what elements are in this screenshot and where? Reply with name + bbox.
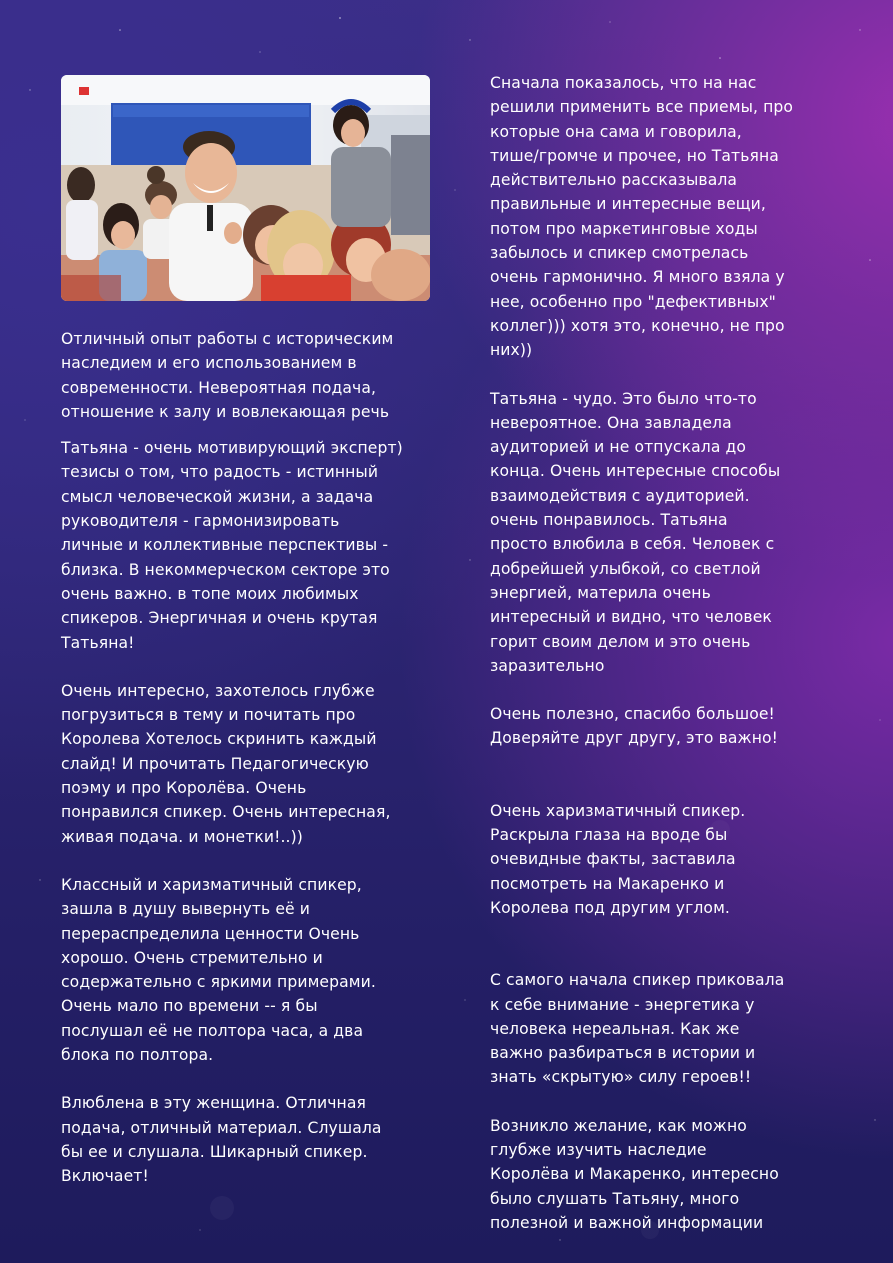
review-text: Татьяна - очень мотивирующий эксперт) тезисы о том, что радость - истинный смысл человеческой жизни, а задача руководителя - гармонизировать личные и коллективные перспективы - близка. В некоммерческом секторе это очень важно. в топе моих любимых спикеров. Энергичная и очень крутая Татьяна! [61, 439, 403, 652]
review-text: Очень полезно, спасибо большое! Доверяйте друг другу, это важно! [490, 705, 778, 748]
review-text: Отличный опыт работы с историческим наследием и его использованием в современности. Невероятная подача, отношение к залу и вовлекающая речь [61, 330, 394, 421]
right-column-reviews [490, 71, 840, 1259]
left-column-reviews [61, 327, 456, 1213]
review-text: Сначала показалось, что на нас решили применить все приемы, про которые она сама и говорила, тише/громче и прочее, но Татьяна действительно рассказывала правильные и интересные вещи, потом про маркетинговые ходы забылось и спикер смотрелась очень гармонично. Я много взяла у нее, особенно про "дефективных" коллег))) хотя это, конечно, не про них)) [490, 74, 794, 360]
review-text: Очень харизматичный спикер. Раскрыла глаза на вроде бы очевидные факты, заставила посмотреть на Макаренко и Королева под другим углом. [490, 801, 746, 917]
review-text: Татьяна - чудо. Это было что-то невероятное. Она завладела аудиторией и не отпускала до конца. Очень интересные способы взаимодействия с аудиторией. очень понравилось. Татьяна просто влюбила в себя. Человек с добрейшей улыбкой, со светлой энергией, материла очень интересный и видно, что человек горит своим делом и это очень заразительно [490, 389, 781, 675]
review-text: Влюблена в эту женщина. Отличная подача, отличный материал. Слушала бы ее и слушала. Шикарный спикер. Включает! [61, 1094, 382, 1186]
review-text: Очень интересно, захотелось глубже погрузиться в тему и почитать про Королева Хотелось скринить каждый слайд! И прочитать Педагогическую поэму и про Королёва. Очень понравился спикер. Очень интересная, живая подача. и монетки!..)) [61, 681, 391, 846]
review-text: Возникло желание, как можно глубже изучить наследие Королёва и Макаренко, интересно было слушать Татьяну, много полезной и важной информации [490, 1116, 779, 1232]
event-photo [61, 75, 430, 301]
review-text: Классный и харизматичный спикер, зашла в душу вывернуть её и перераспределила ценности Очень хорошо. Очень стремительно и содержательно с яркими примерами. Очень мало по времени -- я бы послушал её не полтора часа, а два блока по полтора. [61, 875, 376, 1065]
review-text: С самого начала спикер приковала к себе внимание - энергетика у человека нереальная. Как же важно разбираться в истории и знать «скрытую» силу героев!! [490, 971, 785, 1087]
